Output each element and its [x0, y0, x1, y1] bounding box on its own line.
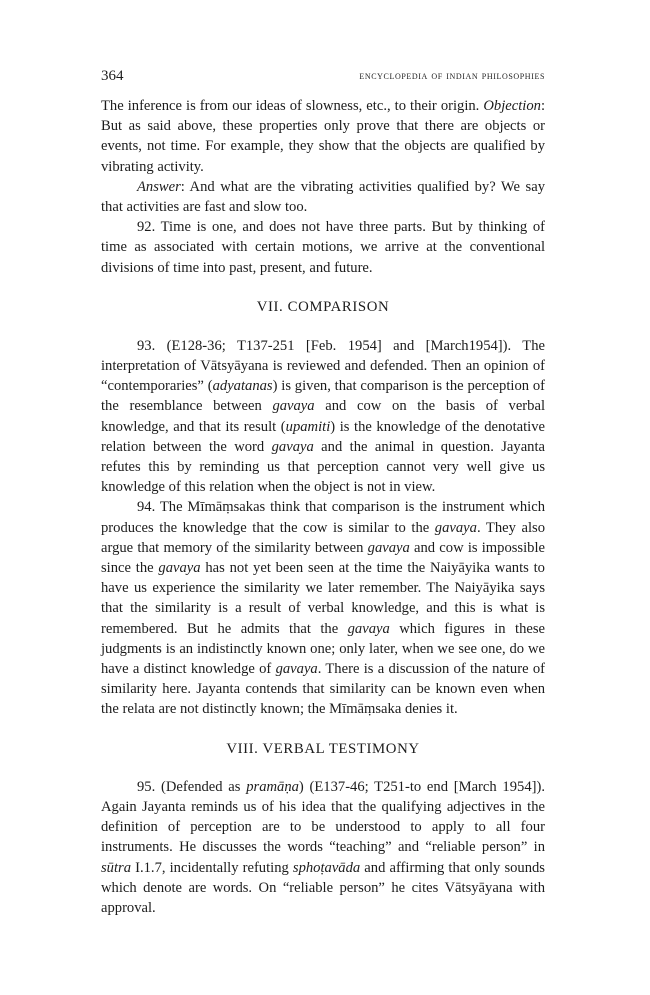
page-number: 364 — [101, 68, 124, 84]
page-body — [101, 96, 545, 918]
answer-label: Answer — [137, 178, 181, 195]
section-heading-verbal-testimony: VIII. VERBAL TESTIMONY — [226, 740, 420, 757]
paragraph-95: 95. (Defended as pramāṇa) (E137-46; T251-to end [March 1954]). Again Jayanta reminds us of his idea that the qualifying adjectives in the definition of perception are to be understood to apply to all four instruments. He discusses the words “teaching” and “reliable person” in sūtra I.1.7, incidentally refuting sphoṭavāda and affirming that only sounds which denote are words. On “reliable person” he cites Vātsyāyana with approval. — [101, 778, 545, 916]
paragraph-objection: The inference is from our ideas of slowness, etc., to their origin. Objection: But as said above, these properties only prove that there are objects or events, not time. For example, they show that the objects are qualified by vibrating activity. — [101, 98, 545, 175]
paragraph-93: 93. (E128-36; T137-251 [Feb. 1954] and [March1954]). The interpretation of Vātsyāyana is reviewed and defended. Then an opinion of “contemporaries” (adyatanas) is given, that comparison is the perception of the resemblance between gavaya and cow on the basis of verbal knowledge, and that its result (upamiti) is the knowledge of the denotative relation between the word gavaya and the animal in question. Jayanta refutes this by reminding us that perception cannot very well give us knowledge of this relation when the object is not in view. — [101, 337, 546, 496]
page-header — [101, 68, 545, 88]
objection-label: Objection — [483, 98, 541, 114]
section-heading-comparison: VII. COMPARISON — [256, 298, 390, 315]
paragraph-92: 92. Time is one, and does not have three parts. But by thinking of time as associated with certain motions, we arrive at the conventional divisions of time into past, present, and future. — [101, 219, 545, 276]
running-head: encyclopedia of indian philosophies — [359, 70, 545, 82]
paragraph-94: 94. The Mīmāṃsakas think that comparison is the instrument which produces the knowledge that the cow is similar to the gavaya. They also argue that memory of the similarity between gavaya and cow is impossible since the gavaya has not yet been seen at the time the Naiyāyika wants to have us experience the similarity we later remember. The Naiyāyika says that the similarity is a result of verbal knowledge, and this is what is remembered. But he admits that the gavaya which figures in these judgments is an indistinctly known one; only later, when we see one, do we have a distinct knowledge of gavaya. There is a discussion of the nature of similarity here. Jayanta contends that similarity can be known even when the relata are not distinctly known; the Mīmāṃsaka denies it. — [101, 499, 546, 718]
paragraph-answer: Answer: And what are the vibrating activities qualified by? We say that activities are fast and slow too. — [101, 178, 545, 216]
